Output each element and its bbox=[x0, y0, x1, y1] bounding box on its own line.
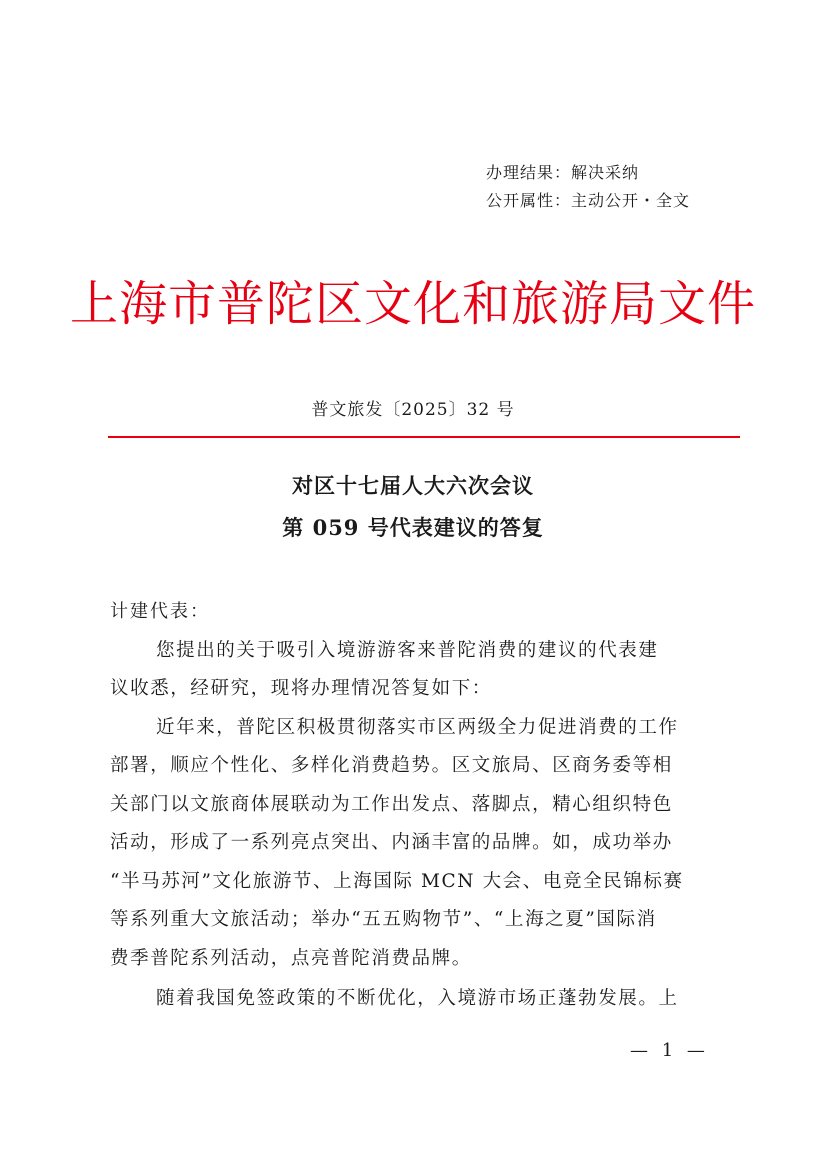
body-line: 近年来，普陀区积极贯彻落实市区两级全力促进消费的工作 bbox=[156, 717, 679, 738]
body-line: 活动，形成了一系列亮点突出、内涵丰富的品牌。如，成功举办 bbox=[110, 832, 673, 853]
disclosure-attribute: 公开属性：主动公开・全文 bbox=[486, 191, 691, 210]
body-line: 您提出的关于吸引入境游游客来普陀消费的建议的代表建 bbox=[156, 640, 659, 661]
handling-result: 办理结果：解决采纳 bbox=[486, 163, 640, 182]
body-line: 随着我国免签政策的不断优化，入境游市场正蓬勃发展。上 bbox=[156, 988, 679, 1009]
body-line: 议收悉，经研究，现将办理情况答复如下： bbox=[110, 678, 492, 699]
page-number: — 1 — bbox=[630, 1040, 709, 1061]
reply-title-line-1: 对区十七届人大六次会议 bbox=[292, 473, 534, 498]
body-line: 费季普陀系列活动，点亮普陀消费品牌。 bbox=[110, 948, 472, 969]
salutation: 计建代表： bbox=[110, 601, 210, 622]
reply-title-line-2: 第 059 号代表建议的答复 bbox=[282, 515, 544, 540]
red-divider-line bbox=[108, 436, 740, 438]
body-line: 部署，顺应个性化、多样化消费趋势。区文旅局、区商务委等相 bbox=[110, 755, 673, 776]
document-number: 普文旅发〔2025〕32 号 bbox=[311, 400, 515, 420]
body-line: 关部门以文旅商体展联动为工作出发点、落脚点，精心组织特色 bbox=[110, 794, 673, 815]
body-line: “半马苏河”文化旅游节、上海国际 MCN 大会、电竞全民锦标赛 bbox=[110, 871, 684, 892]
body-line: 等系列重大文旅活动；举办“五五购物节”、“上海之夏”国际消 bbox=[110, 909, 657, 930]
document-header-title: 上海市普陀区文化和旅游局文件 bbox=[69, 276, 756, 332]
